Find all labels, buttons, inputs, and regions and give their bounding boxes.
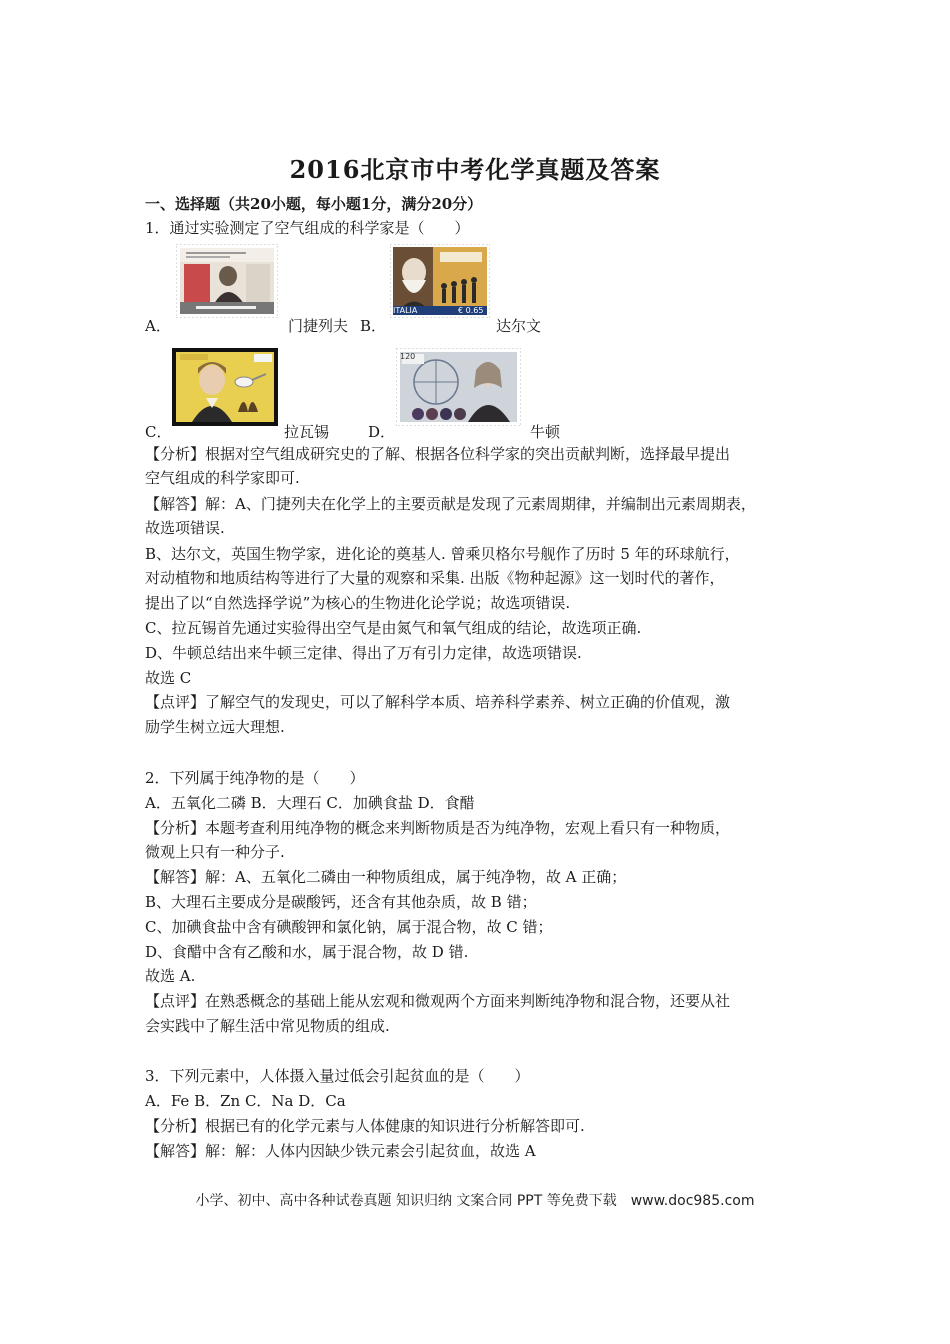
q2-text-line: 【点评】在熟悉概念的基础上能从宏观和微观两个方面来判断纯净物和混合物，还要从社 (145, 992, 731, 1010)
q2-text-line: B、大理石主要成分是碳酸钙，还含有其他杂质，故 B 错； (145, 893, 537, 911)
q2-text-line: 故选 A. (145, 967, 196, 985)
q3-text-line: 3．下列元素中，人体摄入量过低会引起贫血的是（ ） (145, 1067, 530, 1085)
section-heading: 一、选择题（共20小题，每小题1分，满分20分） (145, 195, 483, 213)
document-title: 2016北京市中考化学真题及答案 (289, 155, 661, 184)
q2-text-line: 【解答】解：A、五氧化二磷由一种物质组成，属于纯净物，故 A 正确； (145, 868, 627, 886)
q3-text-line: 【解答】解：解：人体内因缺少铁元素会引起贫血，故选 A (145, 1142, 536, 1160)
q2-text-line: 2．下列属于纯净物的是（ ） (145, 769, 365, 787)
q3-text-line: A．Fe B．Zn C．Na D．Ca (145, 1092, 346, 1110)
q1-text-line: 励学生树立远大理想. (145, 718, 285, 736)
q1-text-line: 提出了以“自然选择学说”为核心的生物进化论学说；故选项错误. (145, 594, 571, 612)
q1-text-line: 空气组成的科学家即可. (145, 469, 300, 487)
q1-text-line: 故选项错误. (145, 519, 225, 537)
q1-option-c-name: 拉瓦锡 (284, 423, 330, 441)
q1-text-line: C、拉瓦锡首先通过实验得出空气是由氮气和氧气组成的结论，故选项正确. (145, 619, 642, 637)
stamp-mendeleev-image (176, 244, 278, 318)
q1-text-line: 对动植物和地质结构等进行了大量的观察和采集. 出版《物种起源》这一划时代的著作， (145, 569, 725, 587)
q1-option-d-label: D． (368, 423, 396, 441)
q1-option-b-label: B． (360, 317, 387, 335)
q1-text-line: 故选 C (145, 669, 192, 687)
q2-text-line: C、加碘食盐中含有碘酸钾和氯化钠，属于混合物，故 C 错； (145, 918, 553, 936)
q2-text-line: 微观上只有一种分子. (145, 843, 285, 861)
q1-option-a-name: 门捷列夫 (288, 317, 349, 335)
q1-text-line: 【解答】解：A、门捷列夫在化学上的主要贡献是发现了元素周期律，并编制出元素周期表， (145, 495, 756, 513)
page-footer: 小学、初中、高中各种试卷真题 知识归纳 文案合同 PPT 等免费下载 www.doc985.com (195, 1193, 755, 1209)
q2-text-line: A．五氧化二磷 B．大理石 C．加碘食盐 D．食醋 (145, 794, 475, 812)
q1-option-b-name: 达尔文 (496, 317, 542, 335)
q1-text-line: 【分析】根据对空气组成研究史的了解、根据各位科学家的突出贡献判断，选择最早提出 (145, 445, 731, 463)
q1-stem: 1．通过实验测定了空气组成的科学家是（ ） (145, 219, 470, 237)
q1-text-line: D、牛顿总结出来牛顿三定律、得出了万有引力定律，故选项错误. (145, 644, 582, 662)
stamp-lavoisier-image (172, 348, 278, 426)
q1-option-c-label: C． (145, 423, 172, 441)
q3-text-line: 【分析】根据已有的化学元素与人体健康的知识进行分析解答即可. (145, 1117, 585, 1135)
q2-text-line: D、食醋中含有乙酸和水，属于混合物，故 D 错. (145, 943, 469, 961)
q1-option-d-name: 牛顿 (530, 423, 561, 441)
stamp-b-value: € 0.65 (458, 306, 484, 315)
q1-text-line: B、达尔文，英国生物学家，进化论的奠基人. 曾乘贝格尔号舰作了历时 5 年的环球航行， (145, 545, 740, 563)
q2-text-line: 【分析】本题考查利用纯净物的概念来判断物质是否为纯净物，宏观上看只有一种物质， (145, 819, 731, 837)
stamp-b-country: ITALIA (393, 306, 418, 315)
q2-text-line: 会实践中了解生活中常见物质的组成. (145, 1017, 390, 1035)
q1-text-line: 【点评】了解空气的发现史，可以了解科学本质、培养科学素养、树立正确的价值观，激 (145, 693, 731, 711)
stamp-d-value: 120 (400, 352, 416, 361)
q1-option-a-label: A． (145, 317, 171, 335)
